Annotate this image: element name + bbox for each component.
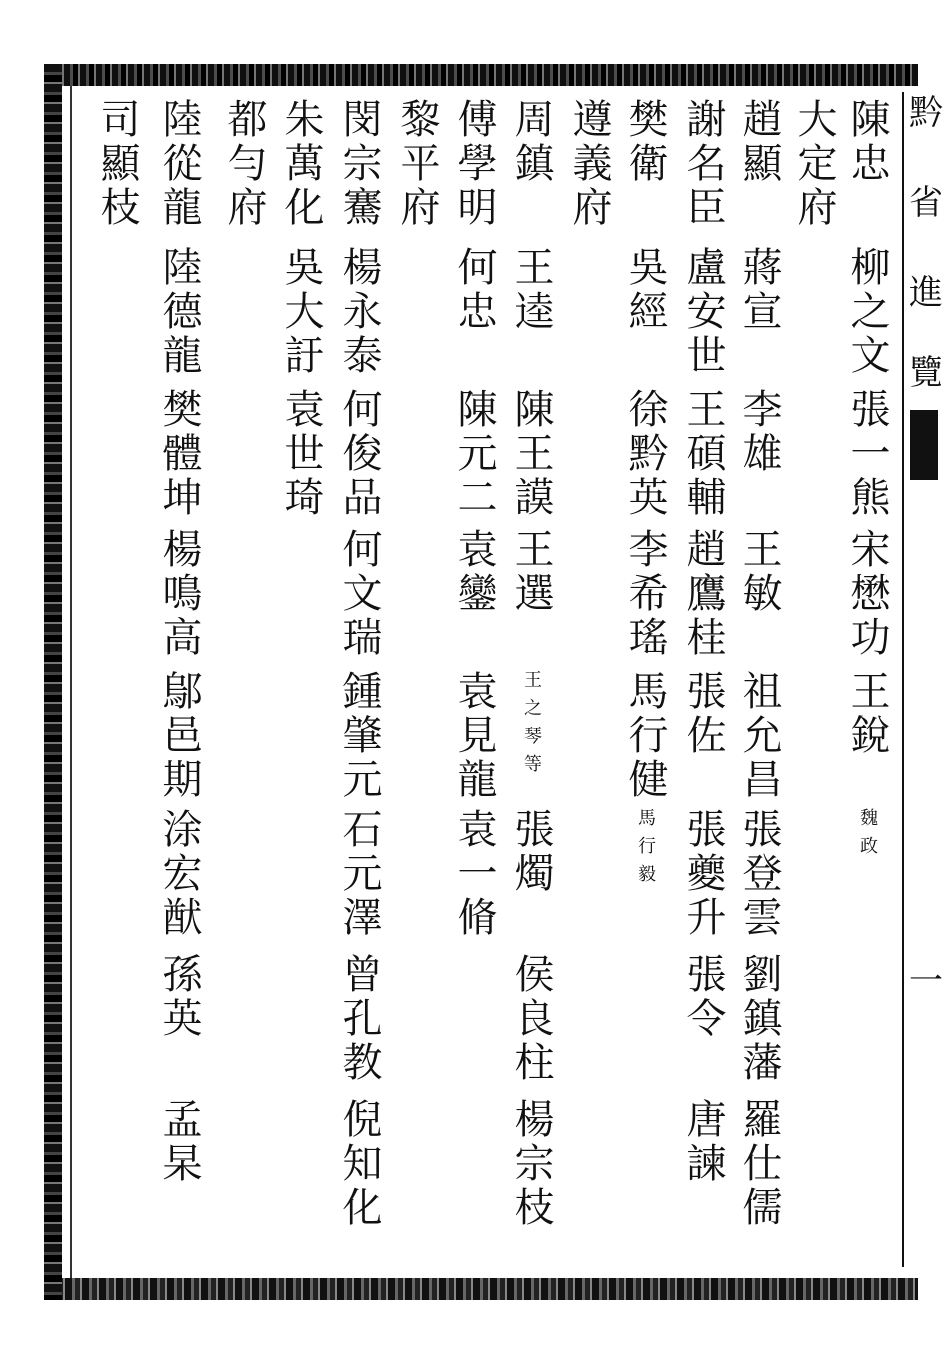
name-entry: 徐黔英 <box>622 388 668 520</box>
page-edge <box>908 55 948 1285</box>
text-column <box>838 98 896 1273</box>
name-entry: 朱萬化 <box>278 98 324 230</box>
name-entry: 盧安世 <box>680 246 726 378</box>
text-column <box>215 98 273 1273</box>
name-entry: 陸德龍 <box>156 246 202 378</box>
edge-title-char: 省 <box>909 183 943 223</box>
name-entry: 李雄 <box>736 388 782 476</box>
name-entry: 袁見龍 <box>451 670 497 802</box>
name-entry: 鍾肇元 <box>336 670 382 802</box>
name-entry: 王選 <box>508 528 554 616</box>
text-column <box>150 98 208 1273</box>
name-entry: 宋懋功 <box>844 528 890 660</box>
name-entry: 閔宗騫 <box>336 98 382 230</box>
name-entry: 李希瑤 <box>622 528 668 660</box>
frame-left-border <box>44 64 62 1300</box>
name-entry: 張令 <box>680 953 726 1041</box>
name-entry: 楊永泰 <box>336 246 382 378</box>
name-entry: 陳元二 <box>451 388 497 520</box>
name-entry: 柳之文 <box>844 246 890 378</box>
edge-fishtail-mark <box>910 410 938 480</box>
name-entry: 陳王謨 <box>508 388 554 520</box>
text-column <box>272 98 330 1273</box>
name-entry: 袁世琦 <box>278 388 324 520</box>
name-entry: 羅仕儒 <box>736 1098 782 1230</box>
name-entry: 唐諫 <box>680 1098 726 1186</box>
name-entry: 楊宗枝 <box>508 1098 554 1230</box>
name-entry: 周鎮 <box>508 98 554 186</box>
text-column <box>502 98 560 1273</box>
name-entry: 侯良柱 <box>508 953 554 1085</box>
name-entry: 石元澤 <box>336 808 382 940</box>
name-entry: 樊體坤 <box>156 388 202 520</box>
frame-bottom-border <box>48 1278 918 1300</box>
name-entry: 陳忠 <box>844 98 890 186</box>
name-entry: 張燭 <box>508 808 554 896</box>
name-entry: 孫英 <box>156 953 202 1041</box>
name-entry: 謝名臣 <box>680 98 726 230</box>
name-entry: 遵義府 <box>566 98 612 230</box>
text-column <box>330 98 388 1273</box>
edge-page-mark: 一 <box>909 961 943 1001</box>
name-entry: 何文瑞 <box>336 528 382 660</box>
name-entry: 倪知化 <box>336 1098 382 1230</box>
name-entry: 吳大訏 <box>278 246 324 378</box>
name-entry: 劉鎮藩 <box>736 953 782 1085</box>
annotation-note: 魏政 <box>857 808 878 864</box>
name-entry: 張一熊 <box>844 388 890 520</box>
edge-title-char: 進 <box>909 273 943 313</box>
name-entry: 張登雲 <box>736 808 782 940</box>
name-entry: 張夔升 <box>680 808 726 940</box>
text-column <box>88 98 146 1273</box>
name-entry: 何忠 <box>451 246 497 334</box>
name-entry: 王銳 <box>844 670 890 758</box>
name-entry: 傅學明 <box>451 98 497 230</box>
name-entry: 王逵 <box>508 246 554 334</box>
text-column <box>445 98 503 1273</box>
annotation-note: 王之琴等 <box>521 670 542 782</box>
text-column <box>785 98 843 1273</box>
name-entry: 祖允昌 <box>736 670 782 802</box>
name-entry: 大定府 <box>791 98 837 230</box>
frame-top-border <box>48 64 918 86</box>
name-entry: 陸從龍 <box>156 98 202 230</box>
name-entry: 吳經 <box>622 246 668 334</box>
text-column <box>388 98 446 1273</box>
edge-title-char: 黔 <box>909 93 943 133</box>
name-entry: 孟杲 <box>156 1098 202 1186</box>
name-entry: 都勻府 <box>221 98 267 230</box>
name-entry: 趙鷹桂 <box>680 528 726 660</box>
name-entry: 黎平府 <box>394 98 440 230</box>
edge-title-char: 覽 <box>909 353 943 393</box>
name-entry: 楊鳴高 <box>156 528 202 660</box>
name-entry: 涂宏猷 <box>156 808 202 940</box>
name-entry: 王碩輔 <box>680 388 726 520</box>
text-column <box>730 98 788 1273</box>
name-entry: 何俊品 <box>336 388 382 520</box>
name-entry: 司顯枝 <box>94 98 140 230</box>
inner-rule <box>70 86 72 1278</box>
text-column <box>674 98 732 1273</box>
name-entry: 袁一脩 <box>451 808 497 940</box>
name-entry: 袁鑾 <box>451 528 497 616</box>
annotation-note: 馬行毅 <box>635 808 656 892</box>
name-entry: 蔣宣 <box>736 246 782 334</box>
text-column <box>560 98 618 1273</box>
name-entry: 趙顯 <box>736 98 782 186</box>
name-entry: 曾孔教 <box>336 953 382 1085</box>
name-entry: 鄔邑期 <box>156 670 202 802</box>
text-column <box>616 98 674 1273</box>
name-entry: 張佐 <box>680 670 726 758</box>
edge-rule <box>902 92 904 1267</box>
name-entry: 馬行健 <box>622 670 668 802</box>
name-entry: 王敏 <box>736 528 782 616</box>
name-entry: 樊衛 <box>622 98 668 186</box>
